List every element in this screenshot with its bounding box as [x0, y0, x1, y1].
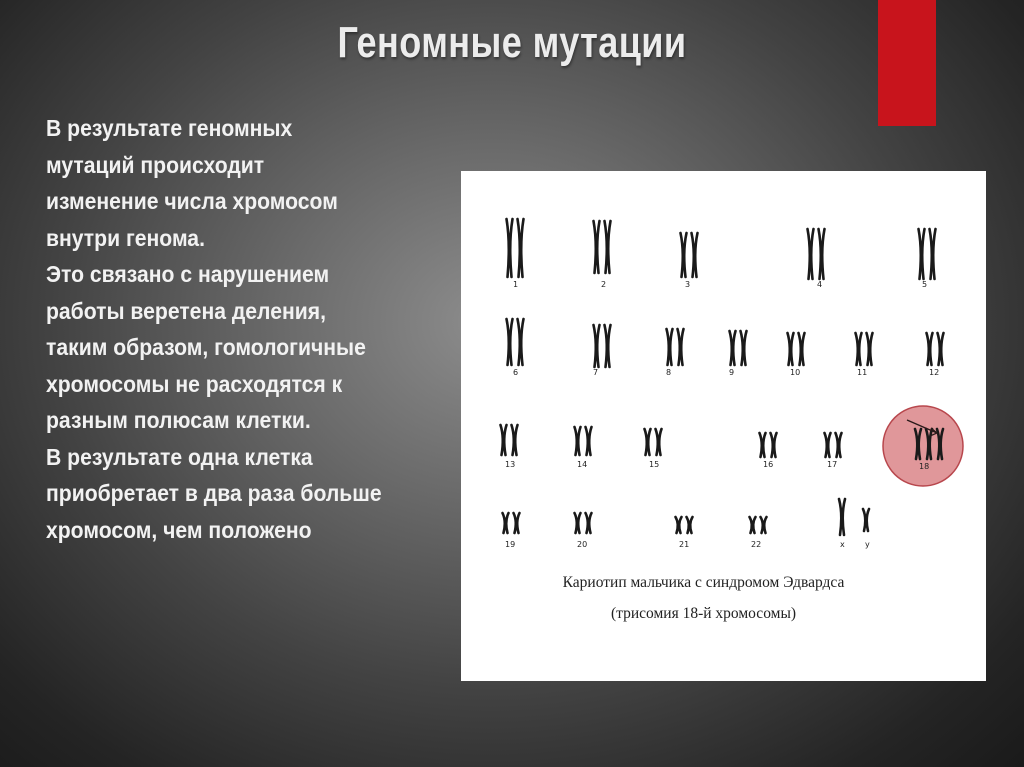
chromosome-label: 22	[751, 540, 762, 549]
body-text	[46, 110, 514, 548]
chromosome-4	[808, 229, 825, 289]
chromosome-label: 10	[790, 368, 801, 377]
figure-caption: Кариотип мальчика с синдромом Эдвардса	[562, 574, 845, 591]
chromosome-label: 17	[827, 460, 838, 469]
trisomy-highlight	[883, 406, 963, 486]
chromosome-12	[927, 333, 944, 377]
chromosome-13	[501, 425, 518, 469]
chromosome-14	[575, 427, 592, 469]
chromosome-2	[594, 221, 611, 289]
body-line: работы веретена деления,	[46, 297, 326, 324]
body-line: В результате геномных	[46, 115, 293, 141]
chromosome-label: 4	[817, 280, 823, 289]
body-line: приобретает в два раза больше	[46, 480, 382, 506]
body-line: хромосомы не расходятся к	[46, 370, 343, 397]
chromosome-15	[645, 429, 662, 469]
chromosome-label: 2	[601, 280, 607, 289]
chromosome-9	[729, 331, 747, 377]
chromosome-10	[788, 333, 805, 377]
chromosome-label: 21	[679, 540, 690, 549]
chromosome-label: x	[840, 540, 845, 549]
body-line: разным полюсам клетки.	[46, 407, 311, 433]
chromosome-label: 11	[857, 368, 868, 377]
chromosome-1	[507, 219, 524, 289]
chromosome-x	[839, 499, 845, 549]
chromosome-label: 14	[577, 460, 588, 469]
chromosome-label: 13	[505, 460, 516, 469]
chromosome-label: 15	[649, 460, 660, 469]
chromosome-label: 7	[593, 368, 599, 377]
chromosome-label: y	[865, 540, 870, 549]
chromosome-label: 6	[513, 368, 519, 377]
chromosome-6	[507, 319, 524, 377]
chromosome-16	[760, 433, 777, 469]
karyotype-figure	[461, 171, 986, 681]
chromosome-5	[919, 229, 936, 289]
chromosome-label: 12	[929, 368, 940, 377]
chromosome-17	[825, 433, 842, 469]
chromosome-21	[676, 517, 693, 549]
chromosome-label: 9	[729, 368, 735, 377]
chromosome-label: 19	[505, 540, 516, 549]
chromosome-22	[750, 517, 767, 549]
body-line: изменение числа хромосом	[46, 188, 338, 214]
body-line: таким образом, гомологичные	[46, 334, 366, 360]
chromosome-label: 16	[763, 460, 774, 469]
chromosome-19	[503, 513, 520, 549]
chromosome-y	[863, 509, 870, 549]
body-line: внутри генома.	[46, 224, 205, 251]
chromosome-8	[666, 329, 684, 377]
chromosome-7	[593, 325, 611, 377]
chromosome-3	[681, 233, 698, 289]
chromosome-20	[575, 513, 592, 549]
chromosome-label: 20	[577, 540, 588, 549]
chromosome-label: 18	[919, 462, 930, 471]
chromosome-label: 8	[666, 368, 672, 377]
body-line: мутаций происходит	[46, 151, 265, 178]
body-line: В результате одна клетка	[46, 443, 313, 470]
body-line: Это связано с нарушением	[46, 261, 330, 287]
chromosome-label: 3	[685, 280, 691, 289]
chromosome-label: 1	[513, 280, 519, 289]
slide-title: Геномные мутации	[337, 18, 687, 67]
figure-caption-subtitle: (трисомия 18-й хромосомы)	[610, 605, 797, 622]
chromosome-11	[856, 333, 873, 377]
chromosome-label: 5	[922, 280, 928, 289]
body-line: хромосом, чем положено	[46, 516, 312, 543]
